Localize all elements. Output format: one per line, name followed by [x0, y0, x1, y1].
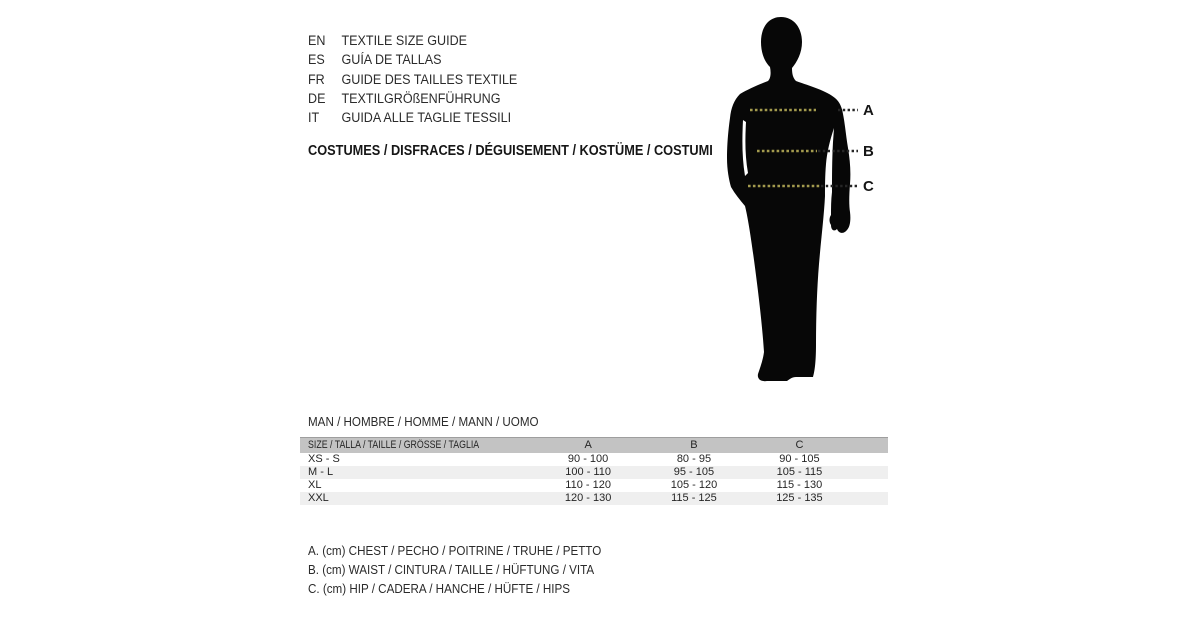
size-cell: XL — [308, 479, 322, 491]
hip-cell: 115 - 130 — [776, 479, 823, 491]
language-title: TEXTILGRÖßENFÜHRUNG — [341, 90, 501, 106]
language-code: IT — [308, 110, 320, 126]
hip-cell: 125 - 135 — [747, 492, 888, 505]
size-cell: M - L — [300, 466, 535, 479]
measure-legend — [308, 542, 623, 598]
man-silhouette-figure — [680, 0, 910, 400]
waist-cell: 95 - 105 — [641, 466, 747, 479]
hip-cell: 90 - 105 — [779, 453, 820, 465]
table-section-title: MAN / HOMBRE / HOMME / MANN / UOMO — [308, 415, 539, 429]
man-silhouette-svg — [680, 0, 910, 400]
legend-waist: B. (cm) WAIST / CINTURA / TAILLE / HÜFTUNG / VITA — [308, 562, 595, 577]
table-row-xs-s — [300, 453, 888, 466]
language-code: EN — [308, 33, 326, 48]
table-row-xl — [300, 479, 888, 492]
language-code: ES — [308, 52, 325, 68]
header-col-a: A — [535, 438, 641, 453]
header-size-column — [300, 438, 535, 453]
size-table — [300, 437, 888, 505]
header-col-c: C — [747, 438, 888, 453]
language-title: GUÍA DE TALLAS — [341, 52, 442, 68]
waist-cell: 80 - 95 — [676, 453, 712, 465]
legend-hip: C. (cm) HIP / CADERA / HANCHE / HÜFTE / HIPS — [308, 581, 571, 596]
chest-cell: 100 - 110 — [535, 466, 641, 479]
size-cell: XXL — [300, 492, 535, 505]
size-table-header-row — [300, 438, 888, 453]
measure-label-c: C — [863, 178, 874, 195]
header-size-label: SIZE / TALLA / TAILLE / GRÖSSE / TAGLIA — [308, 439, 480, 452]
waist-cell: 105 - 120 — [670, 479, 718, 491]
chest-cell: 90 - 100 — [567, 453, 609, 465]
language-title: GUIDA ALLE TAGLIE TESSILI — [341, 110, 512, 126]
language-row-en — [308, 31, 517, 50]
language-title: TEXTILE SIZE GUIDE — [341, 33, 468, 48]
chest-cell: 110 - 120 — [565, 479, 611, 491]
language-title-list — [308, 31, 517, 127]
language-title: GUIDE DES TAILLES TEXTILE — [341, 71, 518, 87]
category-title: COSTUMES / DISFRACES / DÉGUISEMENT / KOSTÜME / COSTUMI — [308, 143, 713, 159]
language-row-fr — [308, 70, 517, 89]
man-silhouette — [727, 17, 850, 381]
chest-cell: 120 - 130 — [535, 492, 641, 505]
legend-chest: A. (cm) CHEST / PECHO / POITRINE / TRUHE / PETTO — [308, 544, 602, 558]
language-row-es — [308, 50, 517, 69]
table-row-xxl — [300, 492, 888, 505]
hip-cell: 105 - 115 — [747, 466, 888, 479]
size-cell: XS - S — [308, 453, 340, 465]
language-row-it — [308, 108, 517, 127]
measure-label-b: B — [863, 143, 874, 160]
measure-label-a: A — [863, 102, 874, 119]
language-code: DE — [308, 90, 326, 106]
language-code: FR — [308, 71, 325, 87]
header-col-b: B — [641, 438, 747, 453]
waist-cell: 115 - 125 — [641, 492, 747, 505]
language-row-de — [308, 89, 517, 108]
table-row-m-l — [300, 466, 888, 479]
